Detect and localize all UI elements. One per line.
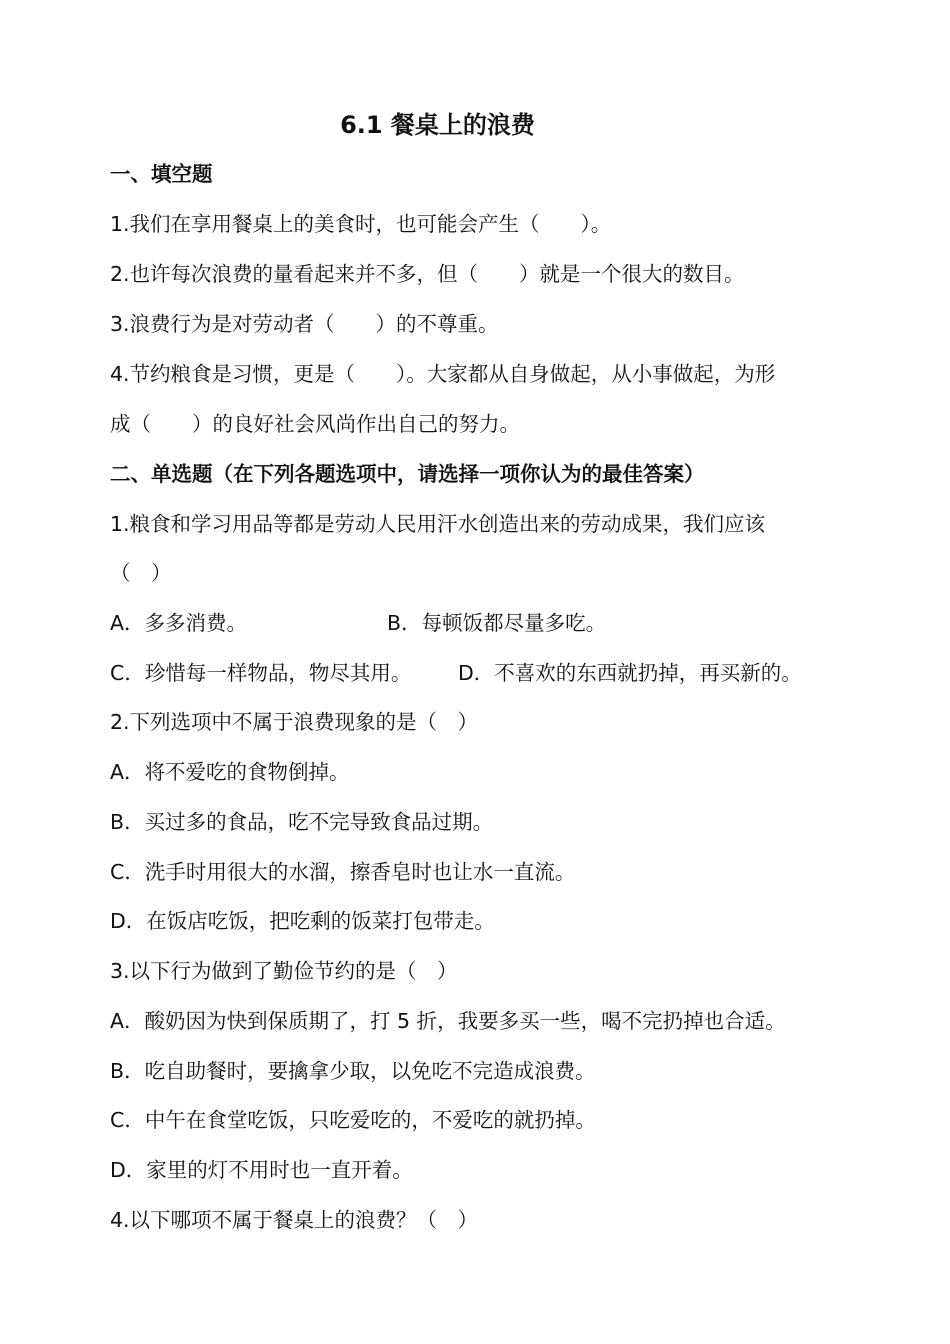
choice-question-1-stem-line-1: 1.粮食和学习用品等都是劳动人民用汗水创造出来的劳动成果，我们应该 bbox=[110, 512, 766, 536]
choice-question-3-option-c: C．中午在食堂吃饭，只吃爱吃的，不爱吃的就扔掉。 bbox=[110, 1108, 596, 1132]
choice-question-2-option-d: D．在饭店吃饭，把吃剩的饭菜打包带走。 bbox=[110, 909, 495, 933]
choice-question-3-option-b: B．吃自助餐时，要擒拿少取，以免吃不完造成浪费。 bbox=[110, 1059, 596, 1083]
choice-question-2-option-b: B．买过多的食品，吃不完导致食品过期。 bbox=[110, 810, 494, 834]
fill-question-1: 1.我们在享用餐桌上的美食时，也可能会产生（ ）。 bbox=[110, 212, 612, 236]
choice-question-1-option-a: A．多多消费。 bbox=[110, 611, 248, 635]
choice-question-2-stem: 2.下列选项中不属于浪费现象的是（ ） bbox=[110, 710, 479, 734]
choice-question-2-option-a: A．将不爱吃的食物倒掉。 bbox=[110, 760, 350, 784]
choice-question-3-stem: 3.以下行为做到了勤俭节约的是（ ） bbox=[110, 959, 458, 983]
fill-question-4-line-2: 成（ ）的良好社会风尚作出自己的努力。 bbox=[110, 412, 520, 436]
choice-question-3-option-a: A．酸奶因为快到保质期了，打 5 折，我要多买一些，喝不完扔掉也合适。 bbox=[110, 1009, 786, 1033]
choice-question-1-option-d: D．不喜欢的东西就扔掉，再买新的。 bbox=[458, 661, 802, 685]
section-heading-fill-in: 一、填空题 bbox=[110, 162, 213, 186]
page-title: 6.1 餐桌上的浪费 bbox=[340, 111, 535, 139]
choice-question-4-stem: 4.以下哪项不属于餐桌上的浪费？（ ） bbox=[110, 1208, 479, 1232]
choice-question-2-option-c: C．洗手时用很大的水溜，擦香皂时也让水一直流。 bbox=[110, 860, 576, 884]
fill-question-2: 2.也许每次浪费的量看起来并不多，但（ ）就是一个很大的数目。 bbox=[110, 262, 745, 286]
choice-question-3-option-d: D．家里的灯不用时也一直开着。 bbox=[110, 1158, 413, 1182]
choice-question-1-option-b: B．每顿饭都尽量多吃。 bbox=[387, 611, 607, 635]
section-heading-single-choice: 二、单选题（在下列各题选项中，请选择一项你认为的最佳答案） bbox=[110, 462, 705, 486]
choice-question-1-options-row-1 bbox=[110, 608, 870, 638]
fill-question-4-line-1: 4.节约粮食是习惯，更是（ ）。大家都从自身做起，从小事做起，为形 bbox=[110, 362, 776, 386]
choice-question-1-stem-line-2: （ ） bbox=[110, 561, 172, 585]
choice-question-1-options-row-2 bbox=[110, 658, 870, 688]
fill-question-3: 3.浪费行为是对劳动者（ ）的不尊重。 bbox=[110, 312, 499, 336]
choice-question-1-option-c: C．珍惜每一样物品，物尽其用。 bbox=[110, 661, 412, 685]
